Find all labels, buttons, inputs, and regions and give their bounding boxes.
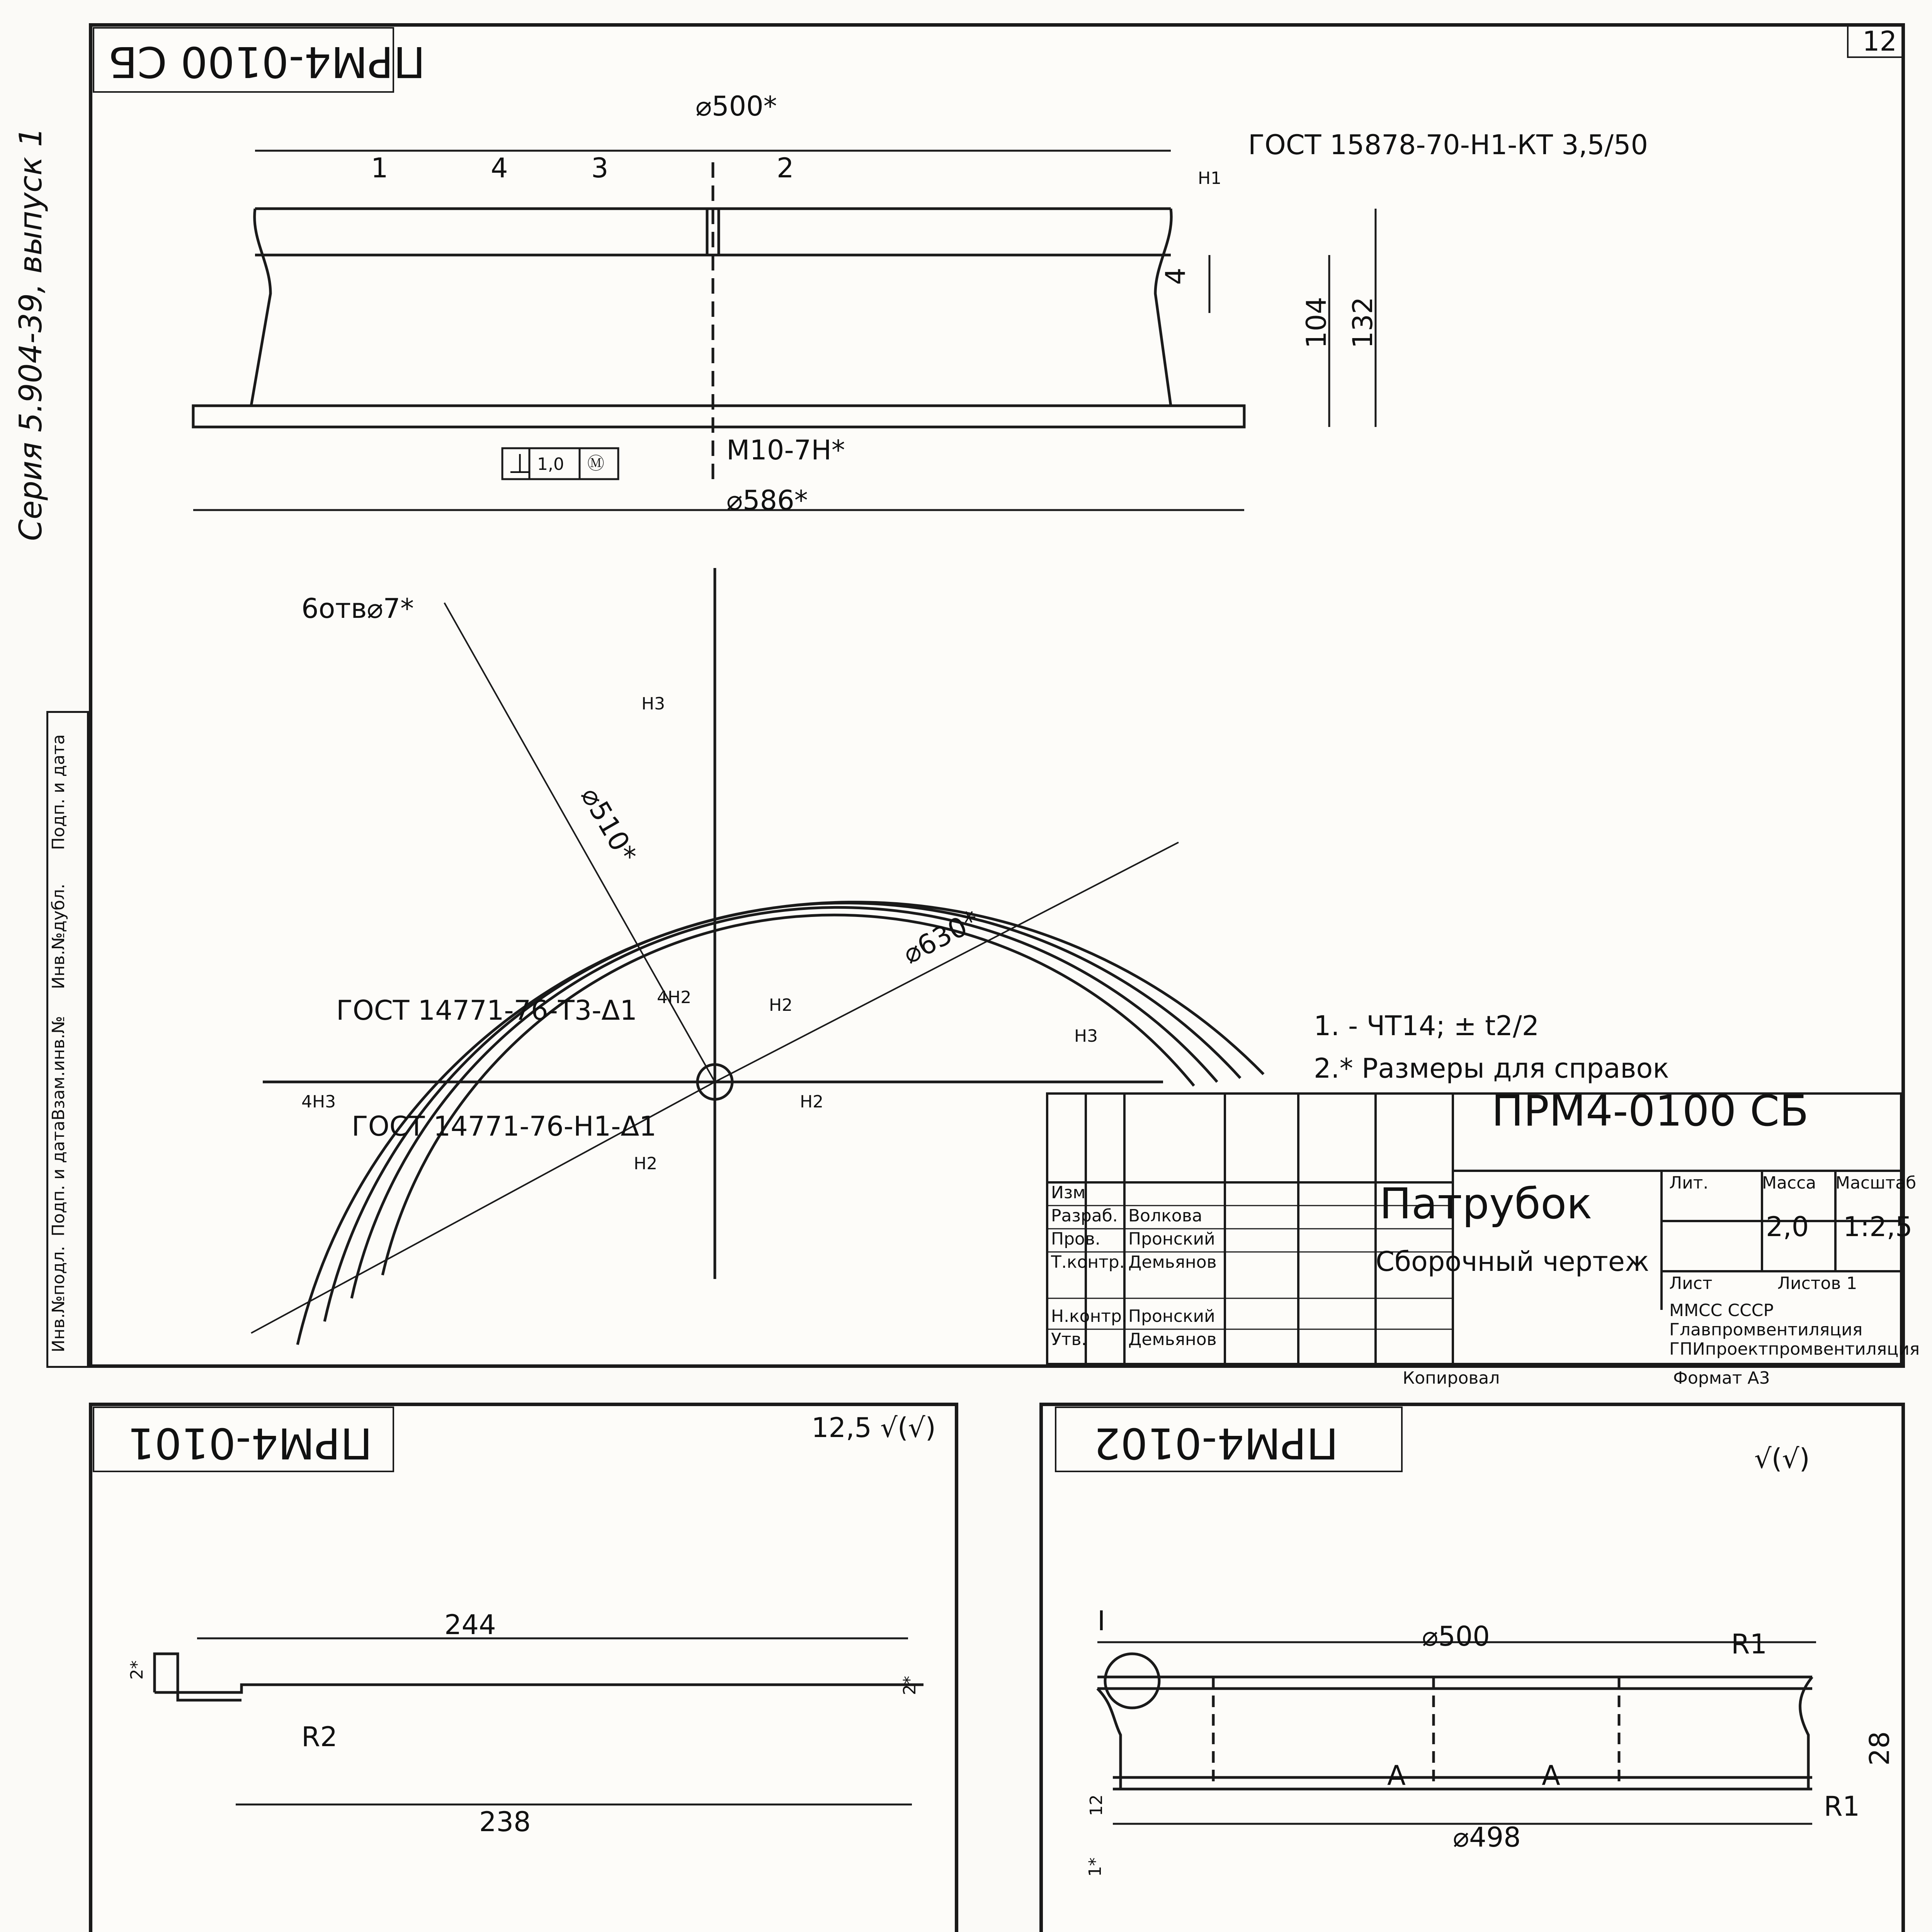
sheet1-tb-r3b: Демьянов — [1128, 1252, 1217, 1272]
sheet1-copied: Копировал — [1403, 1368, 1500, 1388]
dim-h4: 4 — [1160, 267, 1192, 285]
flange-bottom — [193, 406, 1244, 427]
sheet2-dim-r2: R2 — [301, 1721, 338, 1753]
holes-label: 6отв⌀7* — [301, 593, 414, 624]
sheet1-format: Формат А3 — [1673, 1368, 1770, 1388]
bracket-profile — [155, 1654, 923, 1700]
sheet3-sec-a-left: А — [1387, 1760, 1406, 1791]
sheet1-note-2: 2.* Размеры для справок — [1314, 1053, 1669, 1084]
weld-mid: ГОСТ 14771-76-Т3-Δ1 — [336, 995, 637, 1026]
mark-n3-b: Н3 — [1074, 1026, 1098, 1046]
sheet3-r1a: R1 — [1731, 1628, 1767, 1660]
sheet3-dim-d500: ⌀500 — [1422, 1621, 1490, 1652]
sheet1-tb-lit: Лит. — [1669, 1173, 1709, 1193]
sheet1-tb-r5b: Демьянов — [1128, 1330, 1217, 1349]
dim-d510: ⌀510* — [575, 782, 643, 868]
sheet3-dim-d498: ⌀498 — [1453, 1821, 1521, 1853]
mark-n2-a: Н2 — [769, 995, 793, 1015]
side-col-4: Подп. и дата — [49, 1121, 68, 1236]
weld-low: ГОСТ 14771-76-Н1-Δ1 — [352, 1111, 656, 1142]
sheet1-tb-r4a: Н.контр. — [1051, 1306, 1127, 1326]
sheet1-tb-r2a: Пров. — [1051, 1229, 1100, 1249]
mark-n2-b: Н2 — [800, 1092, 824, 1112]
pipe-bottom — [1113, 1777, 1812, 1789]
position-2: 2 — [777, 152, 794, 184]
sheet3-roughness: √(√) — [1754, 1443, 1810, 1475]
sheet1-tb-code: ПРМ4-0100 СБ — [1492, 1086, 1809, 1136]
sheet3-r1b: R1 — [1824, 1791, 1860, 1822]
sheet1-tb-r3a: Т.контр. — [1051, 1252, 1125, 1272]
sheet2-drawing — [89, 1403, 958, 1932]
sheet2-dim-238: 238 — [479, 1806, 531, 1838]
sheet2-code-rotated: ПРМ4-0101 — [128, 1418, 372, 1468]
sheet1-note-1: 1. - ЧТ14; ± t2/2 — [1314, 1010, 1539, 1042]
position-3: 3 — [591, 152, 609, 184]
sheet1-tb-r4b: Пронский — [1128, 1306, 1215, 1326]
dim-d586: ⌀586* — [726, 485, 808, 516]
sheet3-dim-h12: 12 — [1087, 1794, 1106, 1816]
mark-n3-a: Н3 — [641, 694, 665, 714]
sheet3-code-rotated: ПРМ4-0102 — [1094, 1418, 1338, 1468]
dim-thread: М10-7Н* — [726, 434, 845, 466]
sheet1-tb-r1a: Разраб. — [1051, 1206, 1118, 1226]
sheet1-drawing — [89, 23, 1905, 1368]
sheet1-tb-row-head: Изм — [1051, 1183, 1086, 1202]
sheet1-tb-scale: 1:2,5 — [1843, 1211, 1913, 1243]
page-number: 12 — [1862, 26, 1897, 57]
sheet3-sec-a-right: А — [1542, 1760, 1560, 1791]
mark-4n2: 4Н2 — [657, 988, 692, 1007]
sheet2-roughness: 12,5 √(√) — [811, 1412, 936, 1444]
sheet1-tb-subtitle: Сборочный чертеж — [1376, 1246, 1650, 1277]
sheet2-dim-thick: 2* — [900, 1676, 920, 1695]
mark-n2-c: Н2 — [634, 1154, 658, 1173]
pipe-top — [1097, 1677, 1812, 1689]
pipe-flare-right — [1800, 1677, 1812, 1789]
sheet3-dim-h1: 1* — [1085, 1857, 1105, 1877]
sheet1-tb-sheet: Лист — [1669, 1274, 1713, 1293]
dim-h104: 104 — [1300, 297, 1332, 349]
dim-d630: ⌀630* — [898, 904, 985, 970]
position-1: 1 — [371, 152, 388, 184]
sheet3-view-i: I — [1097, 1605, 1105, 1637]
sheet1-tb-sheets: Листов 1 — [1777, 1274, 1857, 1293]
mark-4n3: 4Н3 — [301, 1092, 336, 1112]
tol-val: 1,0 — [537, 454, 564, 474]
sheet1-tb-org-2: Главпромвентиляция — [1669, 1320, 1863, 1340]
sheet1-tb-r2b: Пронский — [1128, 1229, 1215, 1249]
tol-m: Ⓜ — [587, 454, 604, 473]
sheet2-dim-h2: 2* — [127, 1660, 147, 1680]
shell-profile — [251, 209, 1171, 406]
sheet1-code-rotated: ПРМ4-0100 СБ — [108, 37, 425, 87]
sheet1-tb-r1b: Волкова — [1128, 1206, 1202, 1226]
sheet3-dim-h28: 28 — [1864, 1731, 1896, 1766]
detail-i-circle — [1105, 1654, 1159, 1708]
side-col-5: Инв.№подл. — [49, 1246, 68, 1352]
dim-h132: 132 — [1347, 297, 1379, 349]
side-series: Серия 5.904-39, выпуск 1 — [13, 127, 49, 541]
side-col-2: Инв.№дубл. — [49, 883, 68, 989]
dim-d500: ⌀500* — [696, 90, 777, 122]
tol-perp: ⊥ — [508, 448, 532, 480]
sheet1-tb-mass: 2,0 — [1766, 1211, 1809, 1243]
side-col-1: Подп. и дата — [49, 734, 68, 850]
sheet2-dim-244: 244 — [444, 1609, 496, 1641]
sheet1-tb-org-3: ГПИпроектпромвентиляция — [1669, 1339, 1920, 1359]
position-4: 4 — [491, 152, 508, 184]
sheet1-tb-scale-label: Масштаб — [1835, 1173, 1917, 1193]
side-col-3: Взам.инв.№ — [49, 1016, 68, 1121]
mark-n1: Н1 — [1198, 168, 1222, 188]
sheet1-tb-name: Патрубок — [1379, 1179, 1592, 1228]
sheet1-tb-r5a: Утв. — [1051, 1330, 1087, 1349]
sheet1-tb-mass-label: Масса — [1762, 1173, 1816, 1193]
sheet1-tb-org-1: ММСС СССР — [1669, 1301, 1774, 1320]
weld-top: ГОСТ 15878-70-Н1-КТ 3,5/50 — [1248, 129, 1648, 161]
